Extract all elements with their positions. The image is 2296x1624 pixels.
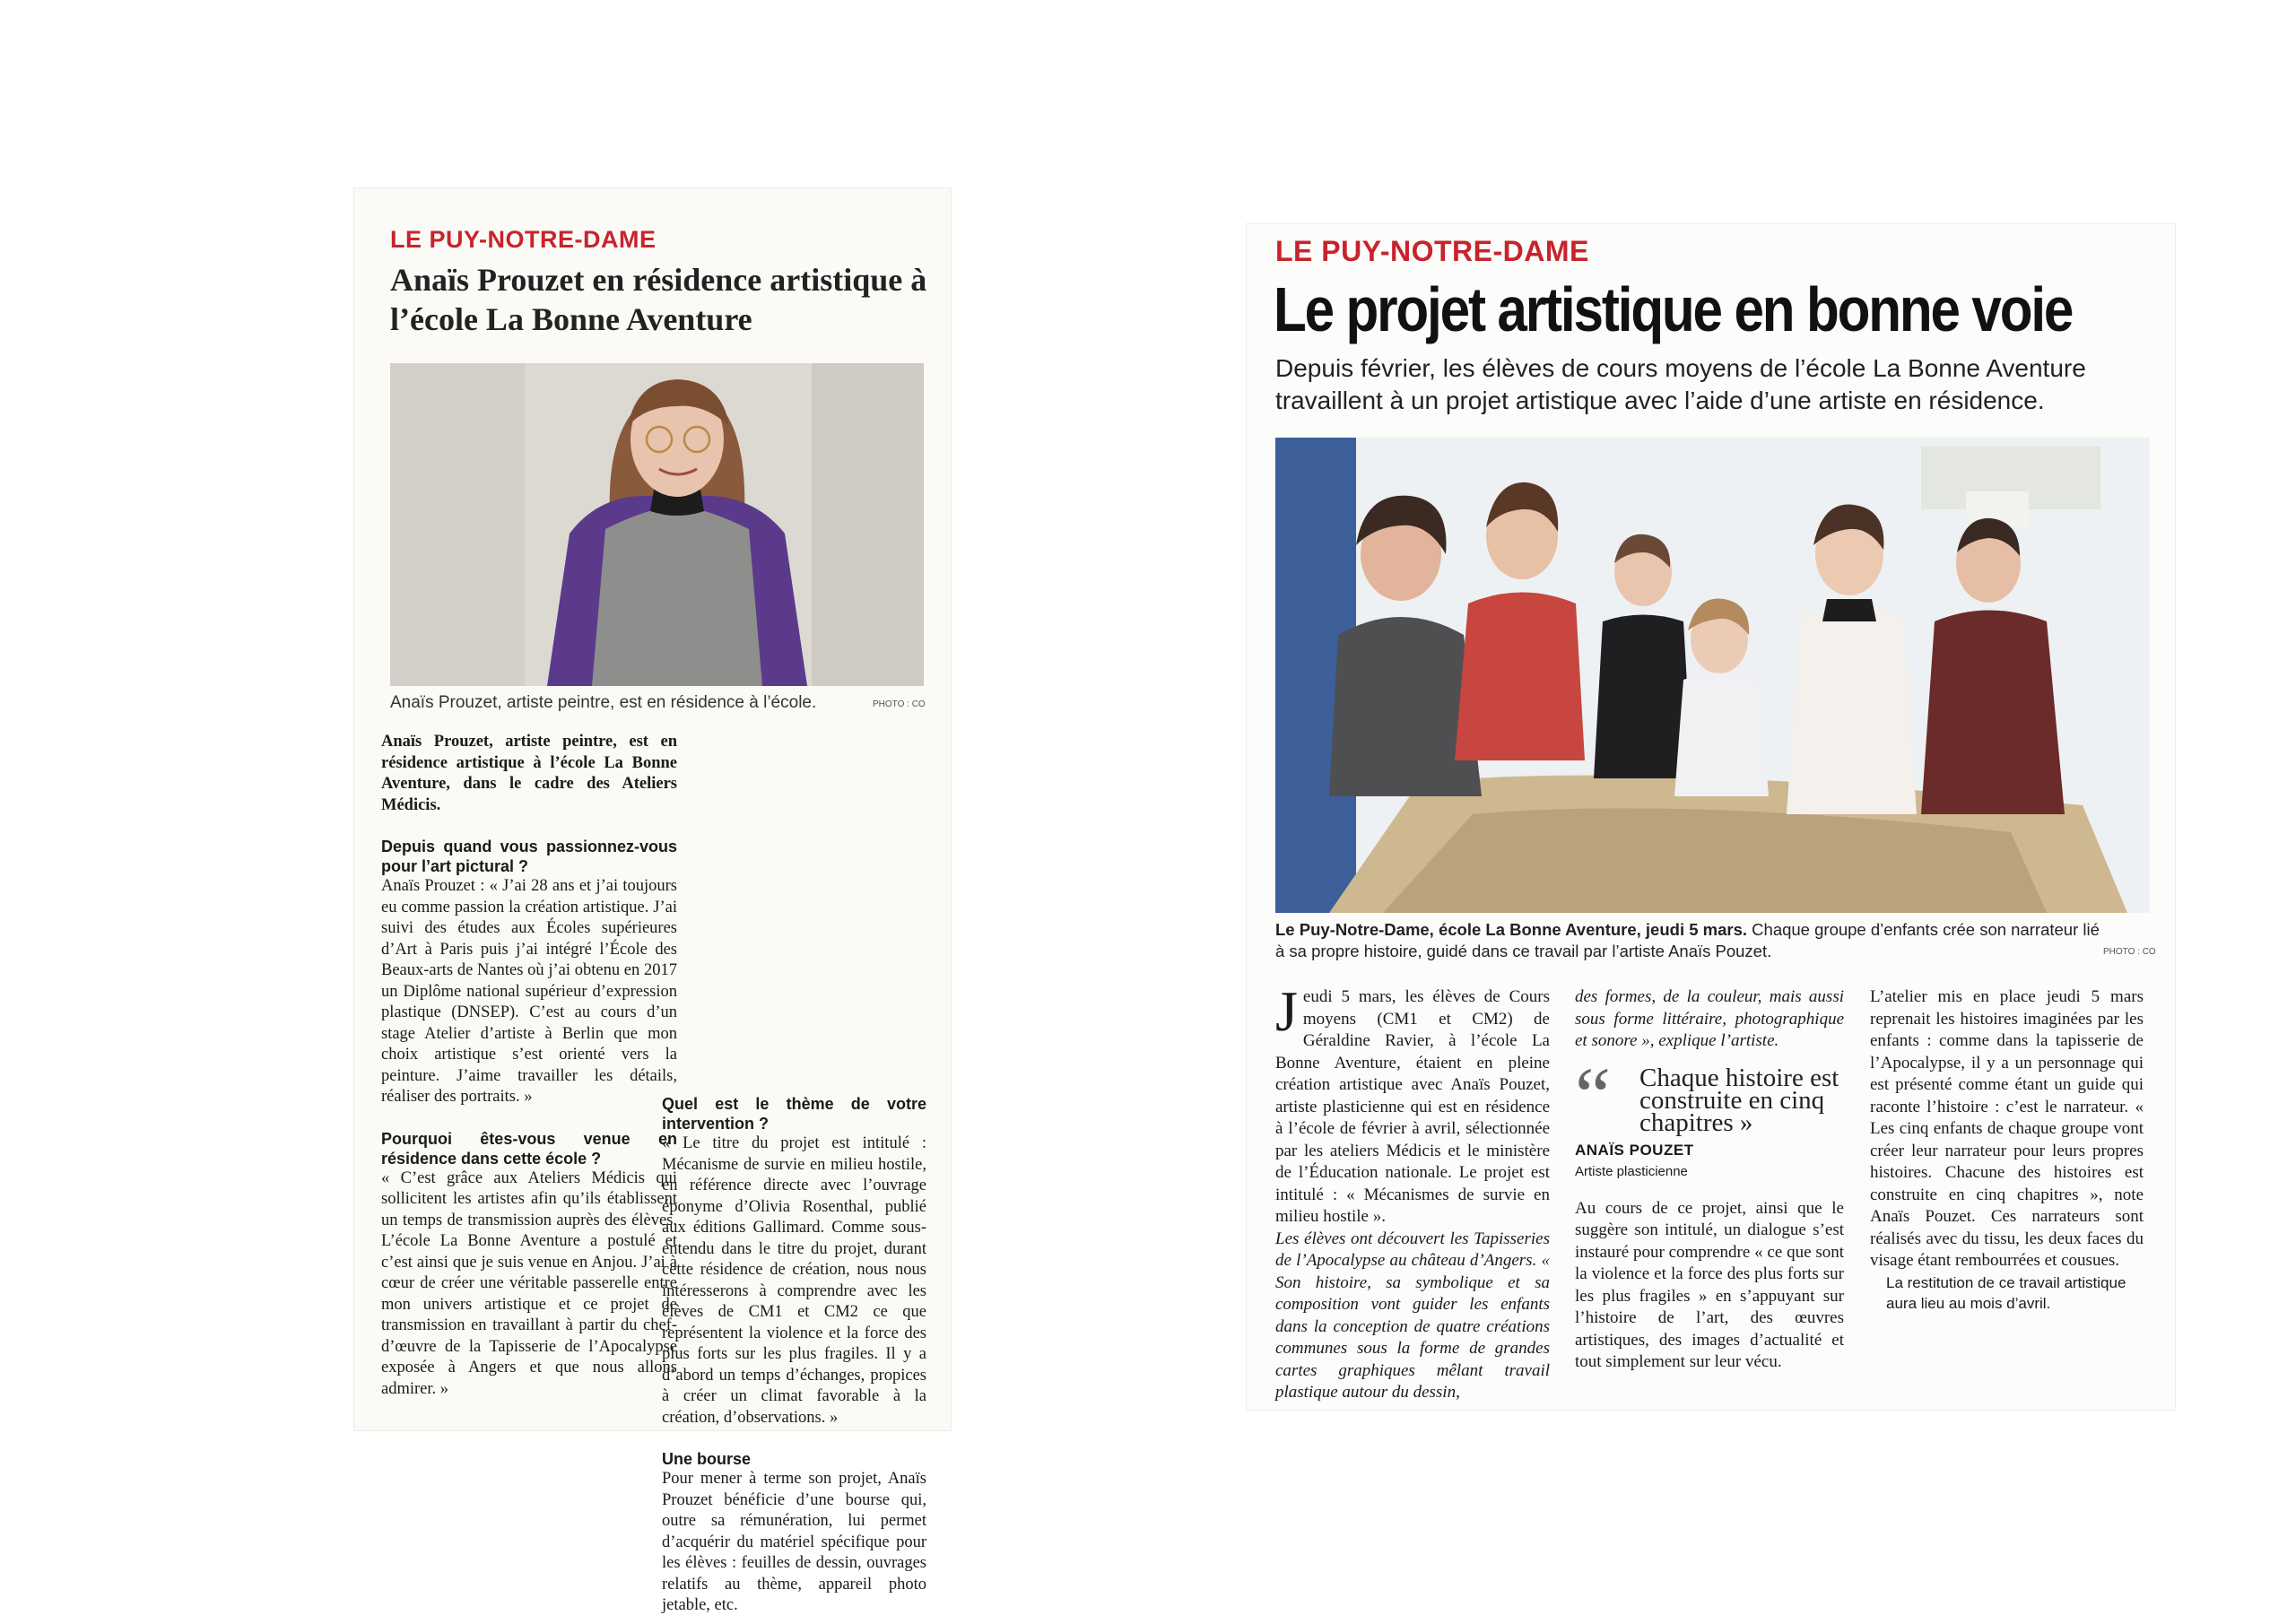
article-lead: Anaïs Prouzet, artiste peintre, est en résidence artistique à l’école La Bonne Aventure, dans le cadre des Ateliers Médicis.	[381, 733, 677, 814]
interview-answer: « C’est grâce aux Ateliers Médicis qui sollicitent les artistes afin qu’ils établissent un temps de transmission auprès des élèves. L’école La Bonne Aventure a postulé et c’est ainsi que je suis venue en Anjou. J’ai à cœur de créer une véritable passerelle entre mon univers artistique et ce projet de transmission en travaillant à partir du chef-d’œuvre de la Tapisserie de l’Apocalypse exposée à Angers et que nous allons admirer. »	[381, 1168, 677, 1398]
caption-bold: Le Puy-Notre-Dame, école La Bonne Aventure, jeudi 5 mars.	[1275, 920, 1748, 939]
section-text: Pour mener à terme son projet, Anaïs Prouzet bénéficie d’une bourse qui, outre sa rémunération, lui permet d’acquérir du matériel spécifique pour les élèves : feuilles de dessin, ouvrages relatifs au thème, appareil photo jetable, etc.	[662, 1470, 926, 1614]
section-heading: Une bourse	[662, 1450, 752, 1468]
article-location: LE PUY-NOTRE-DAME	[1275, 235, 1589, 267]
photo-caption	[1275, 919, 2109, 962]
interview-question: Depuis quand vous passionnez-vous pour l’art pictural ?	[381, 838, 677, 875]
group-photo	[1275, 438, 2150, 913]
quote-mark-icon: “	[1575, 1051, 1611, 1141]
article-column-3	[1870, 986, 2144, 1314]
article-paragraph: des formes, de la couleur, mais aussi sous forme littéraire, photographique et sonore », explique l’artiste.	[1575, 987, 1844, 1050]
pull-quote-author: ANAÏS POUZET	[1575, 1141, 1694, 1159]
article-closing-note: La restitution de ce travail artistique aura lieu au mois d’avril.	[1886, 1273, 2126, 1312]
photo-credit: PHOTO : CO	[2103, 947, 2156, 957]
caption-text: Chaque groupe d’enfants crée son narrateur lié à sa propre histoire, guidé dans ce travail par l’artiste Anaïs Pouzet.	[1275, 920, 2100, 960]
pull-quote	[1575, 1051, 1844, 1184]
article-subheading: Depuis février, les élèves de cours moyens de l’école La Bonne Aventure travaillent à un projet artistique avec l’aide d’une artiste en résidence.	[1275, 354, 2086, 414]
classroom-illustration	[1275, 438, 2150, 913]
article-location: LE PUY-NOTRE-DAME	[390, 226, 657, 253]
article-paragraph: Au cours de ce projet, ainsi que le suggère son intitulé, un dialogue s’est instauré pour comprendre « ce que sont la violence et la force des plus forts sur les plus fragiles » en s’appuyant sur l’histoire de l’art, des œuvres artistiques, des images d’actualité et tout simplement sur leur vécu.	[1575, 1198, 1844, 1371]
article-column-1	[381, 732, 677, 1400]
article-headline: Anaïs Prouzet en résidence artistique à l’école La Bonne Aventure	[390, 262, 927, 337]
article-column-2	[662, 1094, 926, 1617]
photo-caption: Anaïs Prouzet, artiste peintre, est en résidence à l’école.	[390, 693, 817, 712]
pull-quote-text: Chaque histoire est construite en cinq chapitres »	[1639, 1063, 1839, 1137]
interview-question: Quel est le thème de votre intervention ?	[662, 1095, 926, 1133]
interview-answer: Anaïs Prouzet : « J’ai 28 ans et j’ai toujours eu comme passion la création artistique. J’ai suivi des études aux Écoles supérieures d’Art à Paris puis j’ai intégré l’École des Beaux-arts de Nantes où j’ai obtenu en 2017 un Diplôme national supérieur d’expression plastique (DNSEP). C’est au cours d’un stage Atelier d’artiste à Berlin que mon choix artistique s’est orienté vers la peinture. J’aime travailler les détails, réaliser des portraits. »	[381, 877, 677, 1106]
portrait-photo	[390, 363, 924, 686]
photo-credit: PHOTO : CO	[873, 699, 926, 709]
article-paragraph: Jeudi 5 mars, les élèves de Cours moyens (CM1 et CM2) de Géraldine Ravier, à l’école La Bonne Aventure, étaient en pleine création artistique avec Anaïs Pouzet, artiste plasticienne qui est en résidence à l’école de février à avril, sélectionnée par les ateliers Médicis et le ministère de l’Éducation nationale. Le projet est intitulé : « Mécanismes de survie en milieu hostile ».	[1275, 979, 1550, 1226]
article-headline: Le projet artistique en bonne voie	[1274, 274, 2073, 344]
pull-quote-role: Artiste plasticienne	[1575, 1164, 1688, 1179]
article-column-1	[1275, 979, 1550, 1404]
article-column-2	[1575, 986, 1844, 1374]
drop-cap: J	[1275, 979, 1298, 1043]
article-paragraph: Les élèves ont découvert les Tapisseries de l’Apocalypse au château d’Angers. « Son histoire, sa symbolique et sa composition vont guider les enfants dans la conception de quatre créations communes sous la forme de grandes cartes graphiques mêlant travail plastique autour du dessin,	[1275, 1229, 1550, 1402]
newspaper-clipping-interview	[354, 188, 951, 1614]
newspaper-clipping-report	[1247, 224, 2175, 1410]
interview-question: Pourquoi êtes-vous venue en résidence dans cette école ?	[381, 1129, 677, 1168]
portrait-illustration	[390, 363, 924, 686]
interview-answer: « Le titre du projet est intitulé : Mécanisme de survie en milieu hostile, en référence directe avec l’ouvrage éponyme d’Olivia Rosenthal, publié aux éditions Gallimard. Comme sous-entendu dans le titre du projet, durant cette résidence de création, nous nous intéresserons à comprendre avec les élèves de CM1 et CM2 ce que représentent la violence et la force des plus forts sur les plus fragiles. Il y a d’abord un temps d’échanges, propices à créer un climat favorable à la création, d’observations. »	[662, 1134, 926, 1427]
article-paragraph: L’atelier mis en place jeudi 5 mars reprenait les histoires imaginées par les enfants : comme dans la tapisserie de l’Apocalypse, il y a un personnage qui est présenté comme étant un guide qui raconte l’histoire : c’est le narrateur. « Les cinq enfants de chaque groupe vont créer leur narrateur pour leurs propres histoires. Chacune des histoires est construite en cinq chapitres », note Anaïs Pouzet. Ces narrateurs sont réalisés avec du tissu, les deux faces du visage étant rembourrées et cousues.	[1870, 987, 2144, 1270]
